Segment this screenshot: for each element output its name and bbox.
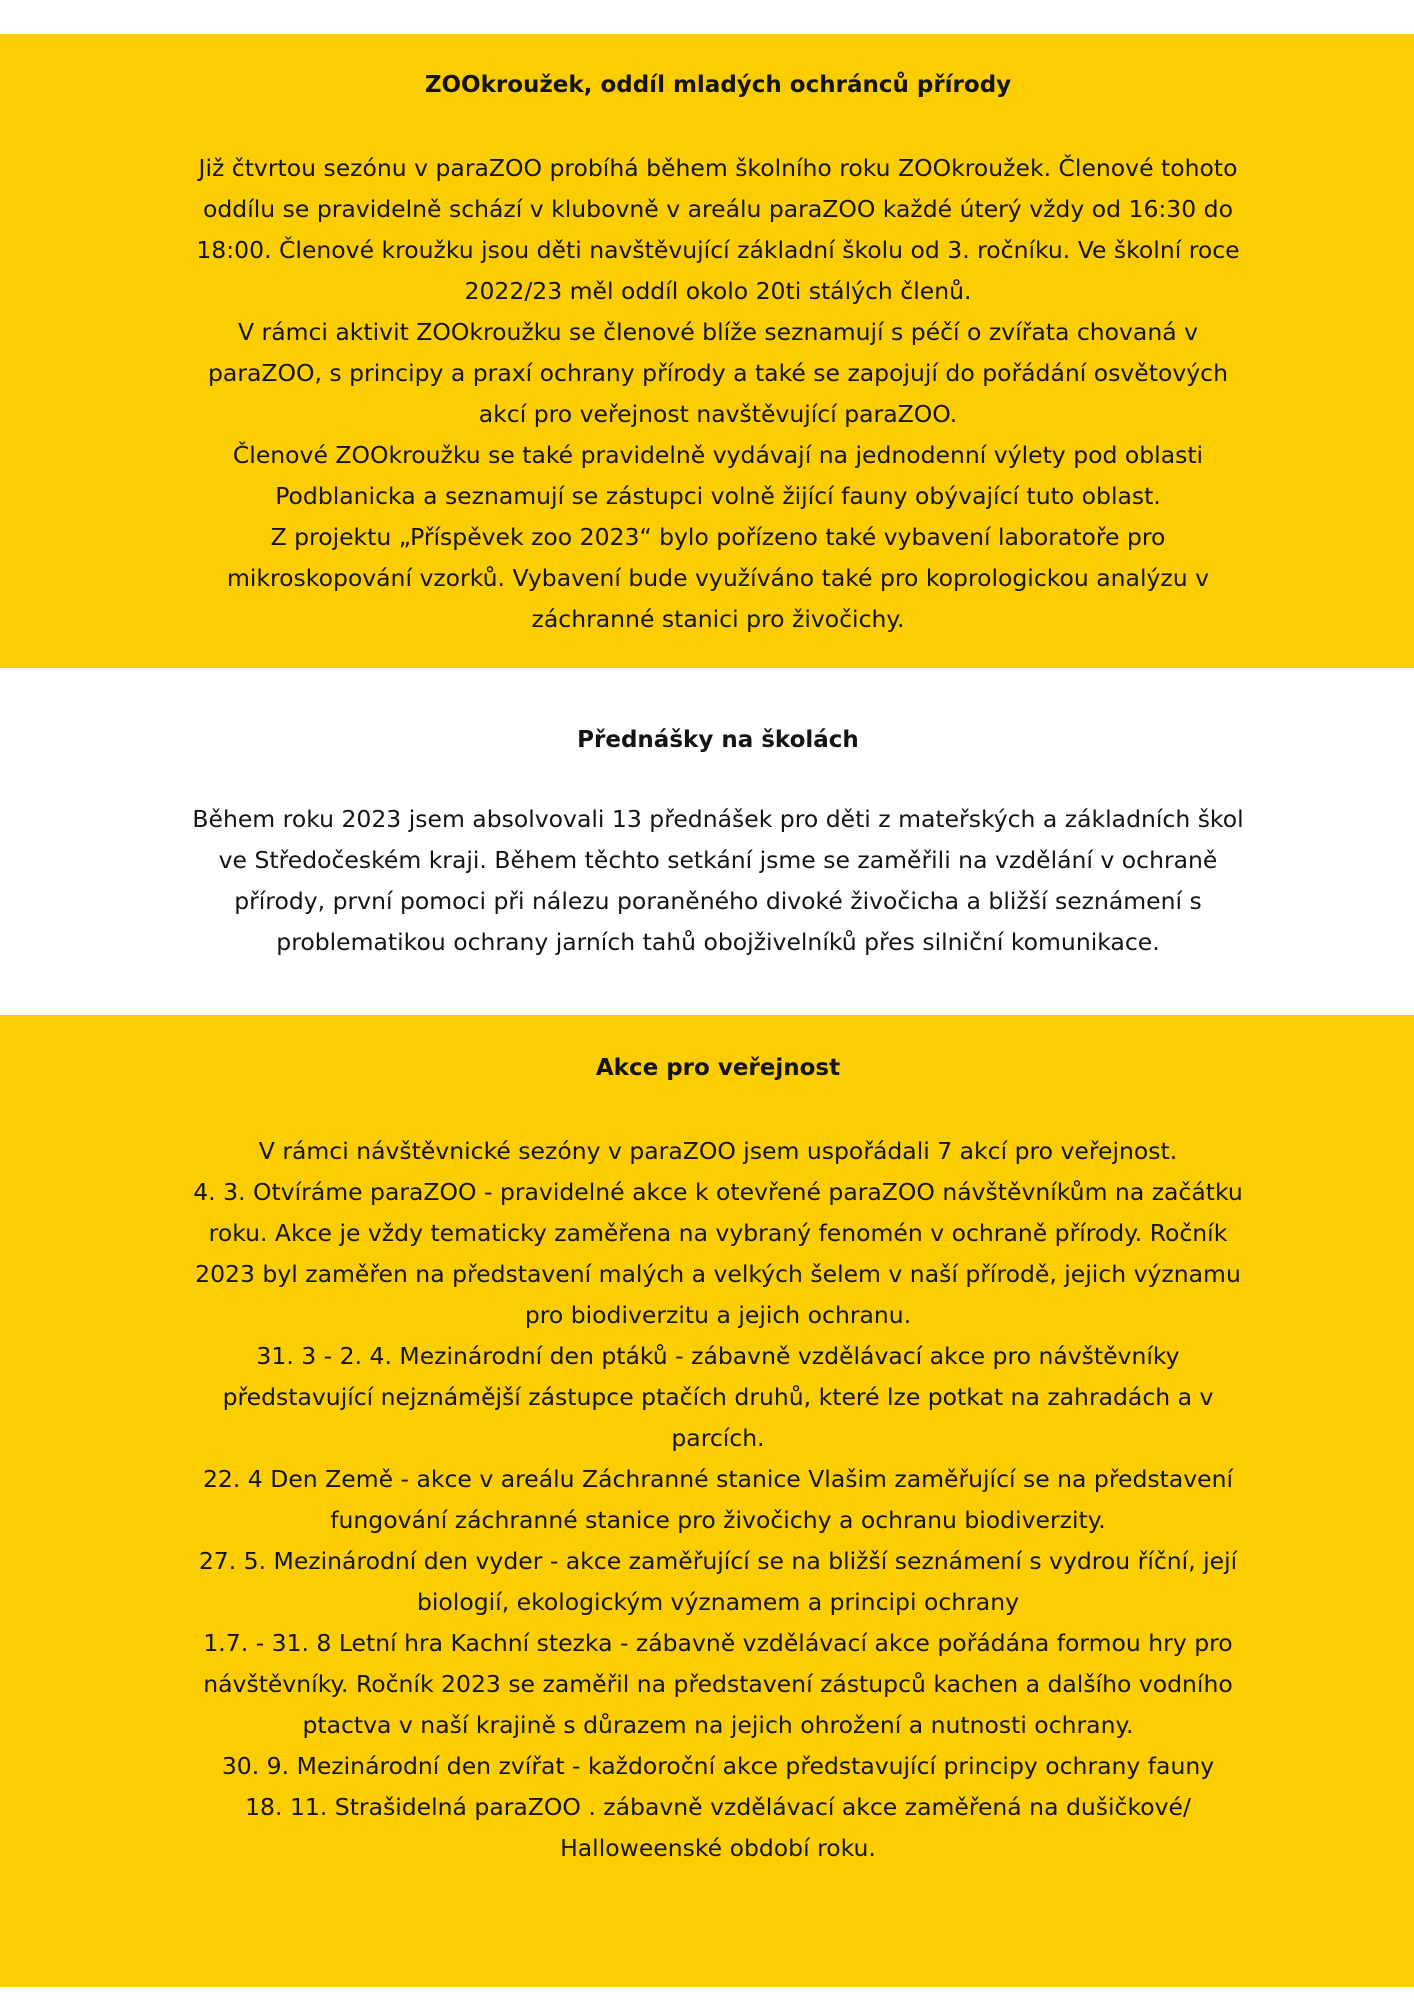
text-line: 31. 3 - 2. 4. Mezinárodní den ptáků - zábavně vzdělávací akce pro návštěvníky — [256, 1342, 1180, 1370]
text-line: 1.7. - 31. 8 Letní hra Kachní stezka - zábavně vzdělávací akce pořádána formou hry pro — [203, 1629, 1233, 1657]
text-line: 4. 3. Otvíráme paraZOO - pravidelné akce k otevřené paraZOO návštěvníkům na začátku — [193, 1178, 1243, 1206]
text-line: V rámci návštěvnické sezóny v paraZOO jsem uspořádali 7 akcí pro veřejnost. — [258, 1137, 1178, 1165]
text-line: představující nejznámější zástupce ptačích druhů, které lze potkat na zahradách a v — [222, 1383, 1214, 1411]
text-line: Během roku 2023 jsem absolvovali 13 přednášek pro děti z mateřských a základních škol — [192, 805, 1244, 833]
text-line: fungování záchranné stanice pro živočichy a ochranu biodiverzity. — [330, 1506, 1106, 1534]
section-akce — [180, 1052, 1256, 1869]
text-line: 22. 4 Den Země - akce v areálu Záchranné stanice Vlašim zaměřující se na představení — [202, 1465, 1234, 1493]
text-line: V rámci aktivit ZOOkroužku se členové blíže seznamují s péčí o zvířata chovaná v — [237, 318, 1198, 346]
text-line: Členové ZOOkroužku se také pravidelně vydávají na jednodenní výlety pod oblasti — [232, 441, 1204, 469]
text-line: 18:00. Členové kroužku jsou děti navštěvující základní školu od 3. ročníku. Ve školní roce — [196, 236, 1240, 264]
text-line: akcí pro veřejnost navštěvující paraZOO. — [478, 400, 958, 428]
text-line: oddílu se pravidelně schází v klubovně v areálu paraZOO každé úterý vždy od 16:30 do — [203, 195, 1233, 223]
text-line: přírody, první pomoci při nálezu poraněného divoké živočicha a bližší seznámení s — [234, 887, 1202, 915]
section-zookrouzek — [180, 69, 1256, 640]
text-line: 27. 5. Mezinárodní den vyder - akce zaměřující se na bližší seznámení s vydrou říční, její — [198, 1547, 1238, 1575]
section-paragraph — [180, 799, 1256, 963]
section-heading: Akce pro veřejnost — [595, 1055, 841, 1081]
text-line: Halloweenské období roku. — [560, 1834, 876, 1862]
text-line: roku. Akce je vždy tematicky zaměřena na vybraný fenomén v ochraně přírody. Ročník — [208, 1219, 1228, 1247]
section-paragraph — [180, 148, 1256, 640]
text-line: 2022/23 měl oddíl okolo 20ti stálých členů. — [464, 277, 972, 305]
text-line: pro biodiverzitu a jejich ochranu. — [524, 1301, 912, 1329]
text-line: 30. 9. Mezinárodní den zvířat - každoroční akce představující principy ochrany fauny — [221, 1752, 1215, 1780]
text-line: problematikou ochrany jarních tahů obojživelníků přes silniční komunikace. — [276, 928, 1160, 956]
text-line: 18. 11. Strašidelná paraZOO . zábavně vzdělávací akce zaměřená na dušičkové/ — [245, 1793, 1191, 1821]
text-line: biologií, ekologickým významem a principi ochrany — [416, 1588, 1019, 1616]
text-line: Již čtvrtou sezónu v paraZOO probíhá během školního roku ZOOkroužek. Členové tohoto — [198, 154, 1238, 182]
section-heading: ZOOkroužek, oddíl mladých ochránců přírody — [424, 72, 1012, 98]
text-line: Z projektu „Příspěvek zoo 2023“ bylo pořízeno také vybavení laboratoře pro — [270, 523, 1166, 551]
text-line: parcích. — [671, 1424, 765, 1452]
section-heading: Přednášky na školách — [577, 727, 859, 753]
text-line: 2023 byl zaměřen na představení malých a velkých šelem v naší přírodě, jejich významu — [195, 1260, 1241, 1288]
text-line: ve Středočeském kraji. Během těchto setkání jsme se zaměřili na vzdělání v ochraně — [218, 846, 1218, 874]
text-line: Podblanicka a seznamují se zástupci volně žijící fauny obývající tuto oblast. — [275, 482, 1161, 510]
text-line: ptactva v naší krajině s důrazem na jejich ohrožení a nutnosti ochrany. — [302, 1711, 1134, 1739]
text-line: paraZOO, s principy a praxí ochrany přírody a také se zapojují do pořádání osvětových — [208, 359, 1228, 387]
section-paragraph — [180, 1131, 1256, 1869]
text-line: mikroskopování vzorků. Vybavení bude využíváno také pro koprologickou analýzu v — [227, 564, 1209, 592]
section-prednasky — [180, 724, 1256, 963]
text-line: záchranné stanici pro živočichy. — [531, 605, 905, 633]
text-line: návštěvníky. Ročník 2023 se zaměřil na představení zástupců kachen a dalšího vodního — [203, 1670, 1233, 1698]
